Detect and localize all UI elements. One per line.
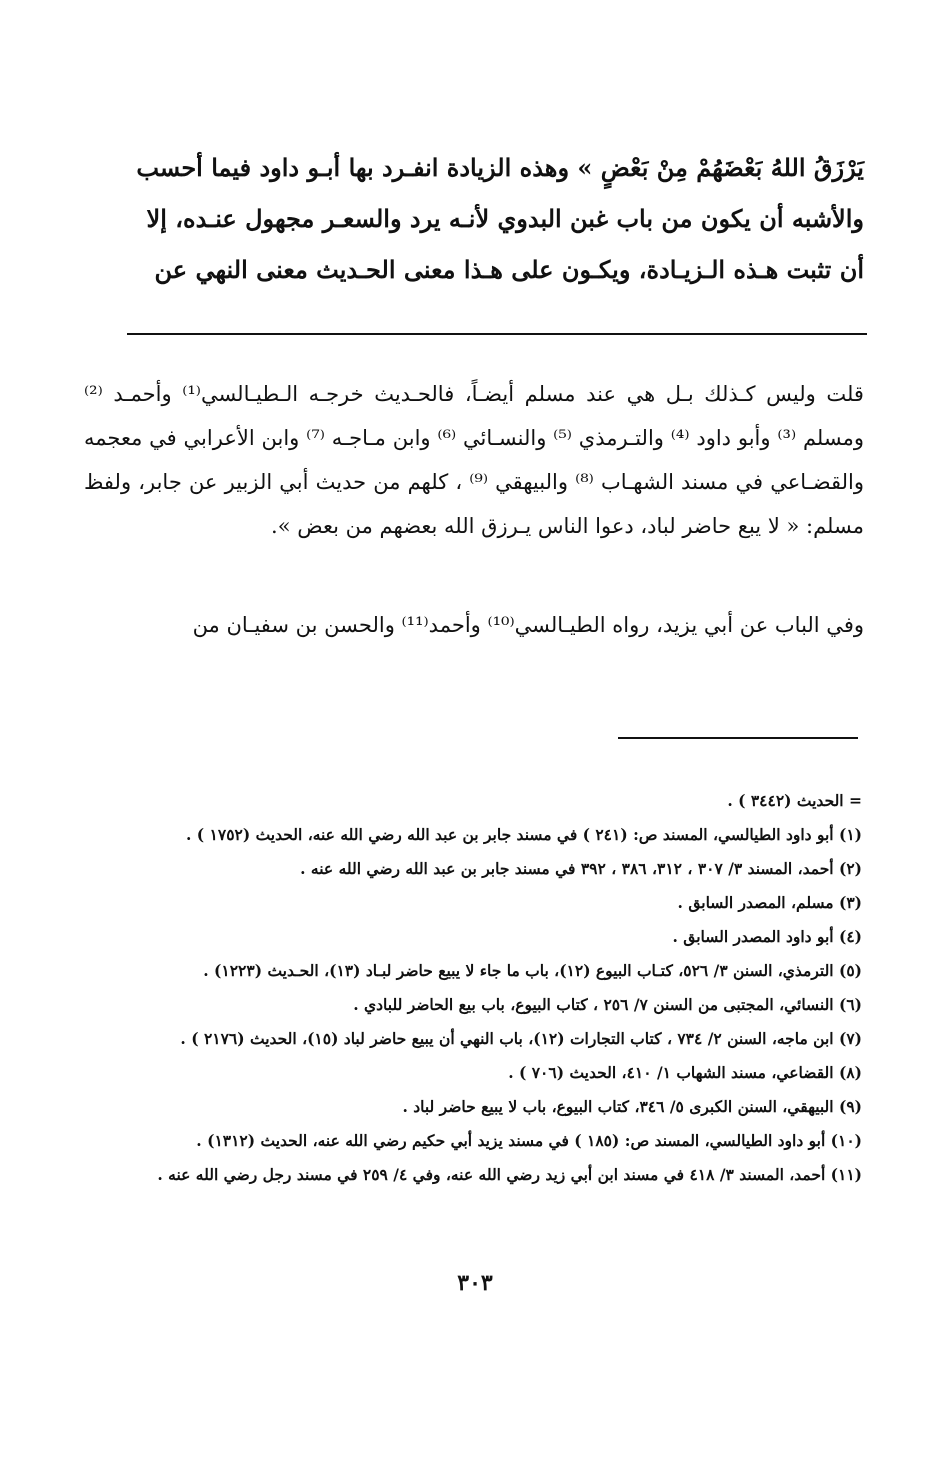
continuation-paragraph [84, 142, 864, 295]
footnotes [132, 784, 862, 1192]
footnote-2: (٢) أحمد، المسند ٣/ ٣٠٧ ، ٣١٢، ٣٨٦ ، ٣٩٢ في مسند جابر بن عبد الله رضي الله عنه . [300, 859, 862, 878]
footnote-3: (٣) مسلم، المصدر السابق . [677, 893, 862, 912]
footnote-9: (٩) البيهقي، السنن الكبرى ٥/ ٣٤٦، كتاب البيوع، باب لا يبيع حاضر لباد . [402, 1097, 862, 1116]
footnote-4: (٤) أبو داود المصدر السابق . [672, 927, 862, 946]
paragraph-1: قلت وليس كـذلك بـل هي عند مسلم أيضـاً، فالحـديث خرجـه الـطيـالسي⁽¹⁾ وأحمـد ⁽²⁾ ومسلم ⁽³⁾ وأبو داود ⁽⁴⁾ والتـرمذي ⁽⁵⁾ والنسـائي ⁽⁶⁾ وابن مـاجـه ⁽⁷⁾ وابن الأعرابي في معجمه والقضـاعي في مسند الشهـاب ⁽⁸⁾ والبيهقي ⁽⁹⁾ ، كلهم من حديث أبي الزبير عن جابر، ولفظ مسلم: « لا يبع حاضر لباد، دعوا الناس يـرزق الله بعضهم من بعض ». [84, 382, 865, 538]
footnote-1: (١) أبو داود الطيالسي، المسند ص: (٢٤١ ) في مسند جابر بن عبد الله رضي الله عنه، الحديث (١٧٥٢ ) . [186, 825, 862, 844]
paragraph-2: وفي الباب عن أبي يزيد، رواه الطيـالسي⁽¹⁰⁾ وأحمد⁽¹¹⁾ والحسن بن سفيـان من [192, 613, 864, 637]
footnote-8: (٨) القضاعي، مسند الشهاب ١/ ٤١٠، الحديث (٧٠٦ ) . [508, 1063, 862, 1082]
footnote-11: (١١) أحمد، المسند ٣/ ٤١٨ في مسند ابن أبي زيد رضي الله عنه، وفي ٤/ ٢٥٩ في مسند رجل رضي الله عنه . [157, 1165, 862, 1184]
section-divider [127, 333, 867, 335]
footnote-5: (٥) الترمذي، السنن ٣/ ٥٢٦، كتـاب البيوع (١٢)، باب ما جاء لا يبيع حاضر لبـاد (١٣)، الحـديث (١٢٢٣) . [203, 961, 862, 980]
footnote-divider [618, 737, 858, 739]
continuation-line-3: أن تثبت هـذه الـزيـادة، ويكـون على هـذا معنى الحـديث معنى النهي عن [154, 255, 864, 284]
continuation-line-2: والأشبه أن يكون من باب غبن البدوي لأنـه يرد والسعـر مجهول عنـده، إلا [146, 204, 864, 233]
footnote-7: (٧) ابن ماجه، السنن ٢/ ٧٣٤ ، كتاب التجارات (١٢)، باب النهي أن يبيع حاضر لباد (١٥)، الحديث (٢١٧٦ ) . [180, 1029, 862, 1048]
footnote-continuation: = الحديث (٣٤٤٢ ) . [727, 791, 862, 810]
page-number: ٣٠٣ [457, 1270, 493, 1296]
footnote-10: (١٠) أبو داود الطيالسي، المسند ص: (١٨٥ ) في مسند يزيد أبي حكيم رضي الله عنه، الحديث (١٣١٢) . [196, 1131, 862, 1150]
continuation-line-1: يَرْزَقُ اللهُ بَعْضَهُمْ مِنْ بَعْضٍ » وهذه الزيادة انفـرد بها أبـو داود فيما أحسب [136, 153, 864, 182]
footnote-6: (٦) النسائي، المجتبى من السنن ٧/ ٢٥٦ ، كتاب البيوع، باب بيع الحاضر للبادي . [353, 995, 862, 1014]
